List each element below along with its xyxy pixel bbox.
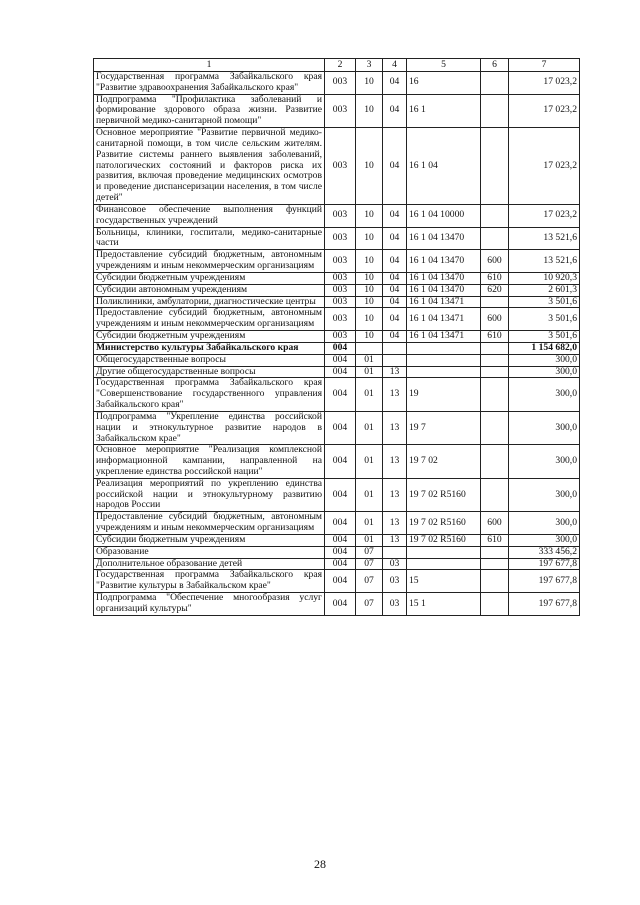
budget-table — [93, 58, 580, 616]
cell-ved: 004 — [325, 534, 356, 546]
cell-pr — [383, 342, 407, 354]
cell-sum: 17 023,2 — [509, 204, 580, 227]
cell-csr — [407, 546, 481, 558]
cell-csr — [407, 342, 481, 354]
header-cell: 5 — [407, 59, 481, 72]
cell-sum: 197 677,8 — [509, 593, 580, 616]
cell-pr: 04 — [383, 284, 407, 296]
cell-vr — [481, 72, 509, 95]
cell-pr: 03 — [383, 593, 407, 616]
header-cell: 4 — [383, 59, 407, 72]
cell-sum: 13 521,6 — [509, 227, 580, 250]
cell-rz: 07 — [356, 546, 383, 558]
cell-rz: 10 — [356, 72, 383, 95]
cell-vr — [481, 354, 509, 366]
cell-ved: 003 — [325, 250, 356, 273]
cell-vr: 610 — [481, 331, 509, 343]
cell-name: Государственная программа Забайкальского края "Совершенствование государственного управления Забайкальского края" — [94, 378, 325, 411]
table-row — [94, 272, 580, 284]
cell-rz: 10 — [356, 331, 383, 343]
cell-pr: 04 — [383, 296, 407, 308]
cell-sum: 300,0 — [509, 354, 580, 366]
cell-csr: 16 — [407, 72, 481, 95]
cell-name: Субсидии бюджетным учреждениям — [94, 534, 325, 546]
cell-name: Предоставление субсидий бюджетным, автономным учреждениям и иным некоммерческим организациям — [94, 250, 325, 273]
cell-pr — [383, 354, 407, 366]
cell-rz: 07 — [356, 570, 383, 593]
cell-sum: 300,0 — [509, 411, 580, 444]
page-number: 28 — [314, 857, 326, 871]
table-body — [94, 59, 580, 616]
cell-vr — [481, 342, 509, 354]
table-row — [94, 354, 580, 366]
cell-sum: 13 521,6 — [509, 250, 580, 273]
cell-rz: 01 — [356, 378, 383, 411]
cell-sum: 197 677,8 — [509, 558, 580, 570]
cell-vr — [481, 546, 509, 558]
cell-csr: 19 7 02 R5160 — [407, 478, 481, 511]
cell-name: Подпрограмма "Укрепление единства российской нации и этнокультурное развитие народов в Забайкальском крае" — [94, 411, 325, 444]
cell-vr — [481, 570, 509, 593]
cell-ved: 004 — [325, 445, 356, 478]
header-cell: 7 — [509, 59, 580, 72]
table-row — [94, 284, 580, 296]
cell-rz: 10 — [356, 227, 383, 250]
table-row — [94, 546, 580, 558]
table-row — [94, 558, 580, 570]
cell-vr — [481, 227, 509, 250]
cell-rz: 10 — [356, 204, 383, 227]
cell-name: Субсидии бюджетным учреждениям — [94, 272, 325, 284]
cell-rz: 10 — [356, 128, 383, 205]
cell-csr: 16 1 04 13471 — [407, 296, 481, 308]
cell-name: Дополнительное образование детей — [94, 558, 325, 570]
cell-vr: 600 — [481, 308, 509, 331]
table-row — [94, 445, 580, 478]
cell-name: Другие общегосударственные вопросы — [94, 366, 325, 378]
cell-pr: 13 — [383, 378, 407, 411]
header-cell: 6 — [481, 59, 509, 72]
cell-name: Государственная программа Забайкальского края "Развитие здравоохранения Забайкальского края" — [94, 72, 325, 95]
cell-vr: 610 — [481, 534, 509, 546]
table-row — [94, 512, 580, 535]
cell-vr — [481, 378, 509, 411]
header-row — [94, 59, 580, 72]
cell-ved: 003 — [325, 272, 356, 284]
cell-pr — [383, 546, 407, 558]
cell-name: Министерство культуры Забайкальского края — [94, 342, 325, 354]
cell-rz — [356, 342, 383, 354]
cell-rz: 10 — [356, 94, 383, 127]
cell-csr: 19 7 02 R5160 — [407, 534, 481, 546]
cell-sum: 17 023,2 — [509, 128, 580, 205]
cell-ved: 004 — [325, 378, 356, 411]
cell-rz: 10 — [356, 284, 383, 296]
cell-sum: 2 601,3 — [509, 284, 580, 296]
cell-csr: 16 1 04 13471 — [407, 308, 481, 331]
cell-name: Больницы, клиники, госпитали, медико-санитарные части — [94, 227, 325, 250]
cell-name: Субсидии бюджетным учреждениям — [94, 331, 325, 343]
cell-csr: 16 1 04 13470 — [407, 272, 481, 284]
cell-sum: 300,0 — [509, 534, 580, 546]
cell-rz: 07 — [356, 558, 383, 570]
cell-rz: 01 — [356, 534, 383, 546]
cell-csr: 19 — [407, 378, 481, 411]
table-row — [94, 308, 580, 331]
header-cell: 1 — [94, 59, 325, 72]
table-row — [94, 128, 580, 205]
cell-name: Реализация мероприятий по укреплению единства российской нации и этнокультурному развитию народов России — [94, 478, 325, 511]
cell-sum: 17 023,2 — [509, 72, 580, 95]
cell-rz: 01 — [356, 354, 383, 366]
cell-csr: 19 7 02 — [407, 445, 481, 478]
table-row — [94, 411, 580, 444]
cell-vr — [481, 204, 509, 227]
cell-pr: 04 — [383, 331, 407, 343]
cell-pr: 04 — [383, 204, 407, 227]
cell-pr: 13 — [383, 512, 407, 535]
header-cell: 3 — [356, 59, 383, 72]
cell-vr: 620 — [481, 284, 509, 296]
cell-name: Образование — [94, 546, 325, 558]
cell-pr: 04 — [383, 72, 407, 95]
cell-ved: 004 — [325, 354, 356, 366]
table-row — [94, 250, 580, 273]
cell-pr: 13 — [383, 478, 407, 511]
cell-ved: 004 — [325, 570, 356, 593]
table-row — [94, 72, 580, 95]
cell-rz: 10 — [356, 272, 383, 284]
cell-csr: 15 1 — [407, 593, 481, 616]
cell-pr: 04 — [383, 128, 407, 205]
cell-csr: 19 7 — [407, 411, 481, 444]
cell-pr: 13 — [383, 411, 407, 444]
cell-vr — [481, 558, 509, 570]
cell-ved: 004 — [325, 512, 356, 535]
cell-name: Финансовое обеспечение выполнения функций государственных учреждений — [94, 204, 325, 227]
cell-sum: 333 456,2 — [509, 546, 580, 558]
table-row — [94, 331, 580, 343]
cell-csr — [407, 354, 481, 366]
cell-pr: 13 — [383, 366, 407, 378]
cell-ved: 003 — [325, 296, 356, 308]
cell-sum: 197 677,8 — [509, 570, 580, 593]
cell-csr: 16 1 04 — [407, 128, 481, 205]
cell-ved: 004 — [325, 366, 356, 378]
cell-pr: 04 — [383, 94, 407, 127]
cell-ved: 004 — [325, 593, 356, 616]
cell-pr: 03 — [383, 558, 407, 570]
cell-vr — [481, 445, 509, 478]
cell-csr: 15 — [407, 570, 481, 593]
cell-name: Предоставление субсидий бюджетным, автономным учреждениям и иным некоммерческим организациям — [94, 308, 325, 331]
cell-pr: 03 — [383, 570, 407, 593]
cell-name: Основное мероприятие "Реализация комплексной информационной кампании, направленной на укрепление единства российской нации" — [94, 445, 325, 478]
cell-sum: 3 501,6 — [509, 308, 580, 331]
cell-ved: 004 — [325, 546, 356, 558]
cell-name: Подпрограмма "Обеспечение многообразия услуг организаций культуры" — [94, 593, 325, 616]
cell-csr: 16 1 04 13470 — [407, 250, 481, 273]
cell-sum: 300,0 — [509, 366, 580, 378]
cell-rz: 10 — [356, 296, 383, 308]
cell-sum: 3 501,6 — [509, 296, 580, 308]
cell-ved: 003 — [325, 72, 356, 95]
cell-pr: 13 — [383, 445, 407, 478]
cell-csr — [407, 558, 481, 570]
cell-sum: 3 501,6 — [509, 331, 580, 343]
cell-rz: 07 — [356, 593, 383, 616]
cell-pr: 04 — [383, 308, 407, 331]
cell-rz: 10 — [356, 308, 383, 331]
cell-csr: 16 1 — [407, 94, 481, 127]
cell-vr — [481, 478, 509, 511]
cell-csr: 19 7 02 R5160 — [407, 512, 481, 535]
cell-csr: 16 1 04 10000 — [407, 204, 481, 227]
cell-vr: 600 — [481, 512, 509, 535]
table-row — [94, 478, 580, 511]
cell-name: Подпрограмма "Профилактика заболеваний и формирование здорового образа жизни. Развитие первичной медико-санитарной помощи" — [94, 94, 325, 127]
cell-sum: 300,0 — [509, 445, 580, 478]
cell-pr: 04 — [383, 272, 407, 284]
cell-ved: 004 — [325, 342, 356, 354]
cell-ved: 003 — [325, 284, 356, 296]
cell-ved: 003 — [325, 308, 356, 331]
cell-rz: 10 — [356, 250, 383, 273]
cell-vr: 600 — [481, 250, 509, 273]
header-cell: 2 — [325, 59, 356, 72]
cell-name: Поликлиники, амбулатории, диагностические центры — [94, 296, 325, 308]
cell-vr — [481, 296, 509, 308]
cell-sum: 1 154 682,0 — [509, 342, 580, 354]
table-row — [94, 227, 580, 250]
cell-ved: 003 — [325, 204, 356, 227]
cell-csr: 16 1 04 13471 — [407, 331, 481, 343]
cell-csr — [407, 366, 481, 378]
table-row — [94, 570, 580, 593]
cell-name: Государственная программа Забайкальского края "Развитие культуры в Забайкальском крае" — [94, 570, 325, 593]
cell-ved: 003 — [325, 94, 356, 127]
cell-name: Общегосударственные вопросы — [94, 354, 325, 366]
cell-ved: 004 — [325, 558, 356, 570]
table-row — [94, 593, 580, 616]
cell-vr — [481, 94, 509, 127]
cell-sum: 10 920,3 — [509, 272, 580, 284]
cell-pr: 13 — [383, 534, 407, 546]
cell-name: Субсидии автономным учреждениям — [94, 284, 325, 296]
cell-rz: 01 — [356, 411, 383, 444]
cell-pr: 04 — [383, 250, 407, 273]
table-row — [94, 366, 580, 378]
cell-sum: 17 023,2 — [509, 94, 580, 127]
cell-vr — [481, 128, 509, 205]
cell-ved: 003 — [325, 227, 356, 250]
cell-csr: 16 1 04 13470 — [407, 227, 481, 250]
table-row — [94, 204, 580, 227]
cell-pr: 04 — [383, 227, 407, 250]
cell-name: Предоставление субсидий бюджетным, автономным учреждениям и иным некоммерческим организациям — [94, 512, 325, 535]
table-row — [94, 378, 580, 411]
cell-vr — [481, 366, 509, 378]
cell-ved: 004 — [325, 478, 356, 511]
cell-name: Основное мероприятие "Развитие первичной медико-санитарной помощи, в том числе сельским жителям. Развитие системы раннего выявления заболеваний, патологических состояний и факторов риска их развития, включая проведение медицинских осмотров и проведение диспансеризации населения, в том числе детей" — [94, 128, 325, 205]
cell-csr: 16 1 04 13470 — [407, 284, 481, 296]
cell-vr — [481, 593, 509, 616]
cell-ved: 003 — [325, 128, 356, 205]
cell-ved: 004 — [325, 411, 356, 444]
cell-sum: 300,0 — [509, 378, 580, 411]
table-row — [94, 534, 580, 546]
cell-rz: 01 — [356, 478, 383, 511]
table-row — [94, 94, 580, 127]
cell-rz: 01 — [356, 512, 383, 535]
cell-sum: 300,0 — [509, 478, 580, 511]
cell-rz: 01 — [356, 445, 383, 478]
table-row — [94, 342, 580, 354]
cell-sum: 300,0 — [509, 512, 580, 535]
cell-ved: 003 — [325, 331, 356, 343]
cell-rz: 01 — [356, 366, 383, 378]
cell-vr: 610 — [481, 272, 509, 284]
table-row — [94, 296, 580, 308]
cell-vr — [481, 411, 509, 444]
